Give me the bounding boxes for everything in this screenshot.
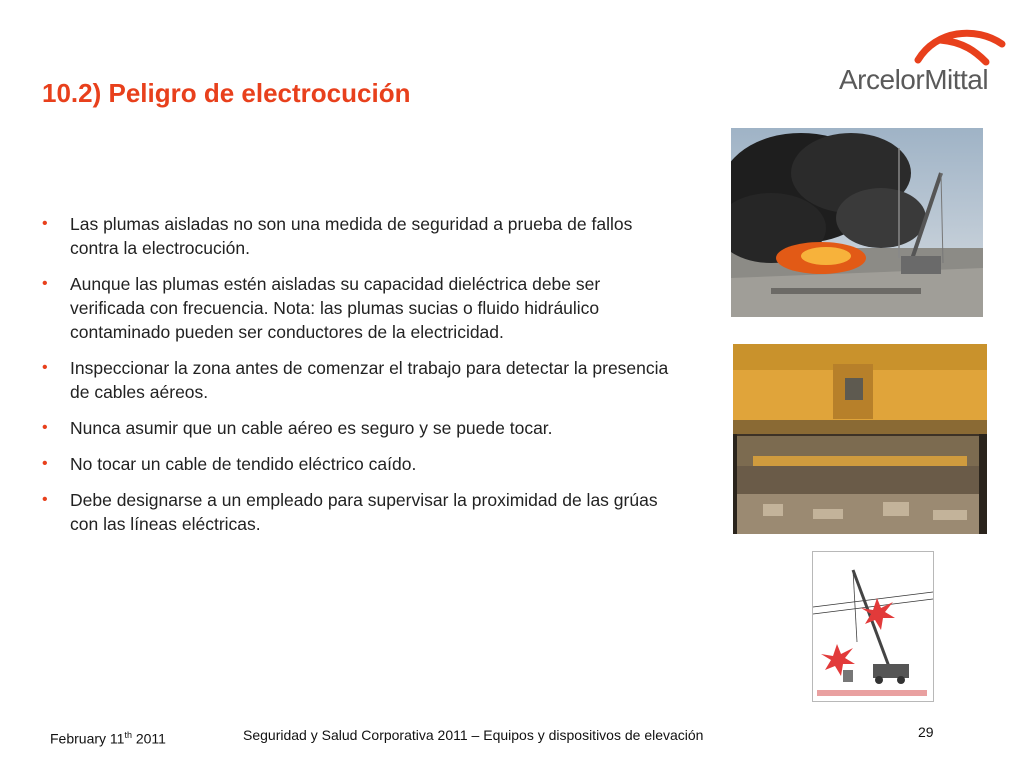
bullet-item: • Las plumas aisladas no son una medida de seguridad a prueba de fallos contra la electrocución. [42,214,633,258]
footer-title: Seguridad y Salud Corporativa 2011 – Equipos y dispositivos de elevación [243,727,704,743]
bullet-dot-icon: • [42,215,48,232]
bullet-dot-icon: • [42,491,48,508]
overhead-crane-photo [733,344,987,534]
bullet-item: • Aunque las plumas estén aisladas su capacidad dieléctrica debe ser verificada con frecuencia. Nota: las plumas sucias o fluido hidráulico contaminado pueden ser conductores de la electricidad. [42,274,601,342]
bullet-item: • Debe designarse a un empleado para supervisar la proximidad de las grúas con las líneas eléctricas. [42,490,658,534]
crane-fire-photo [731,128,983,317]
bullet-item: • Inspeccionar la zona antes de comenzar el trabajo para detectar la presencia de cables aéreos. [42,358,669,402]
bullet-item: • No tocar un cable de tendido eléctrico caído. [42,454,417,474]
bullet-dot-icon: • [42,419,48,436]
crane-powerline-illustration [812,551,934,702]
bullet-item: • Nunca asumir que un cable aéreo es seguro y se puede tocar. [42,418,553,438]
bullet-dot-icon: • [42,359,48,376]
slide-title: 10.2) Peligro de electrocución [42,78,411,108]
bullet-dot-icon: • [42,275,48,292]
bullet-dot-icon: • [42,455,48,472]
footer-date: February 11th 2011 [50,730,166,747]
bullet-list [40,212,670,548]
brand-name: ArcelorMittal [839,64,989,95]
page-number: 29 [918,724,934,740]
